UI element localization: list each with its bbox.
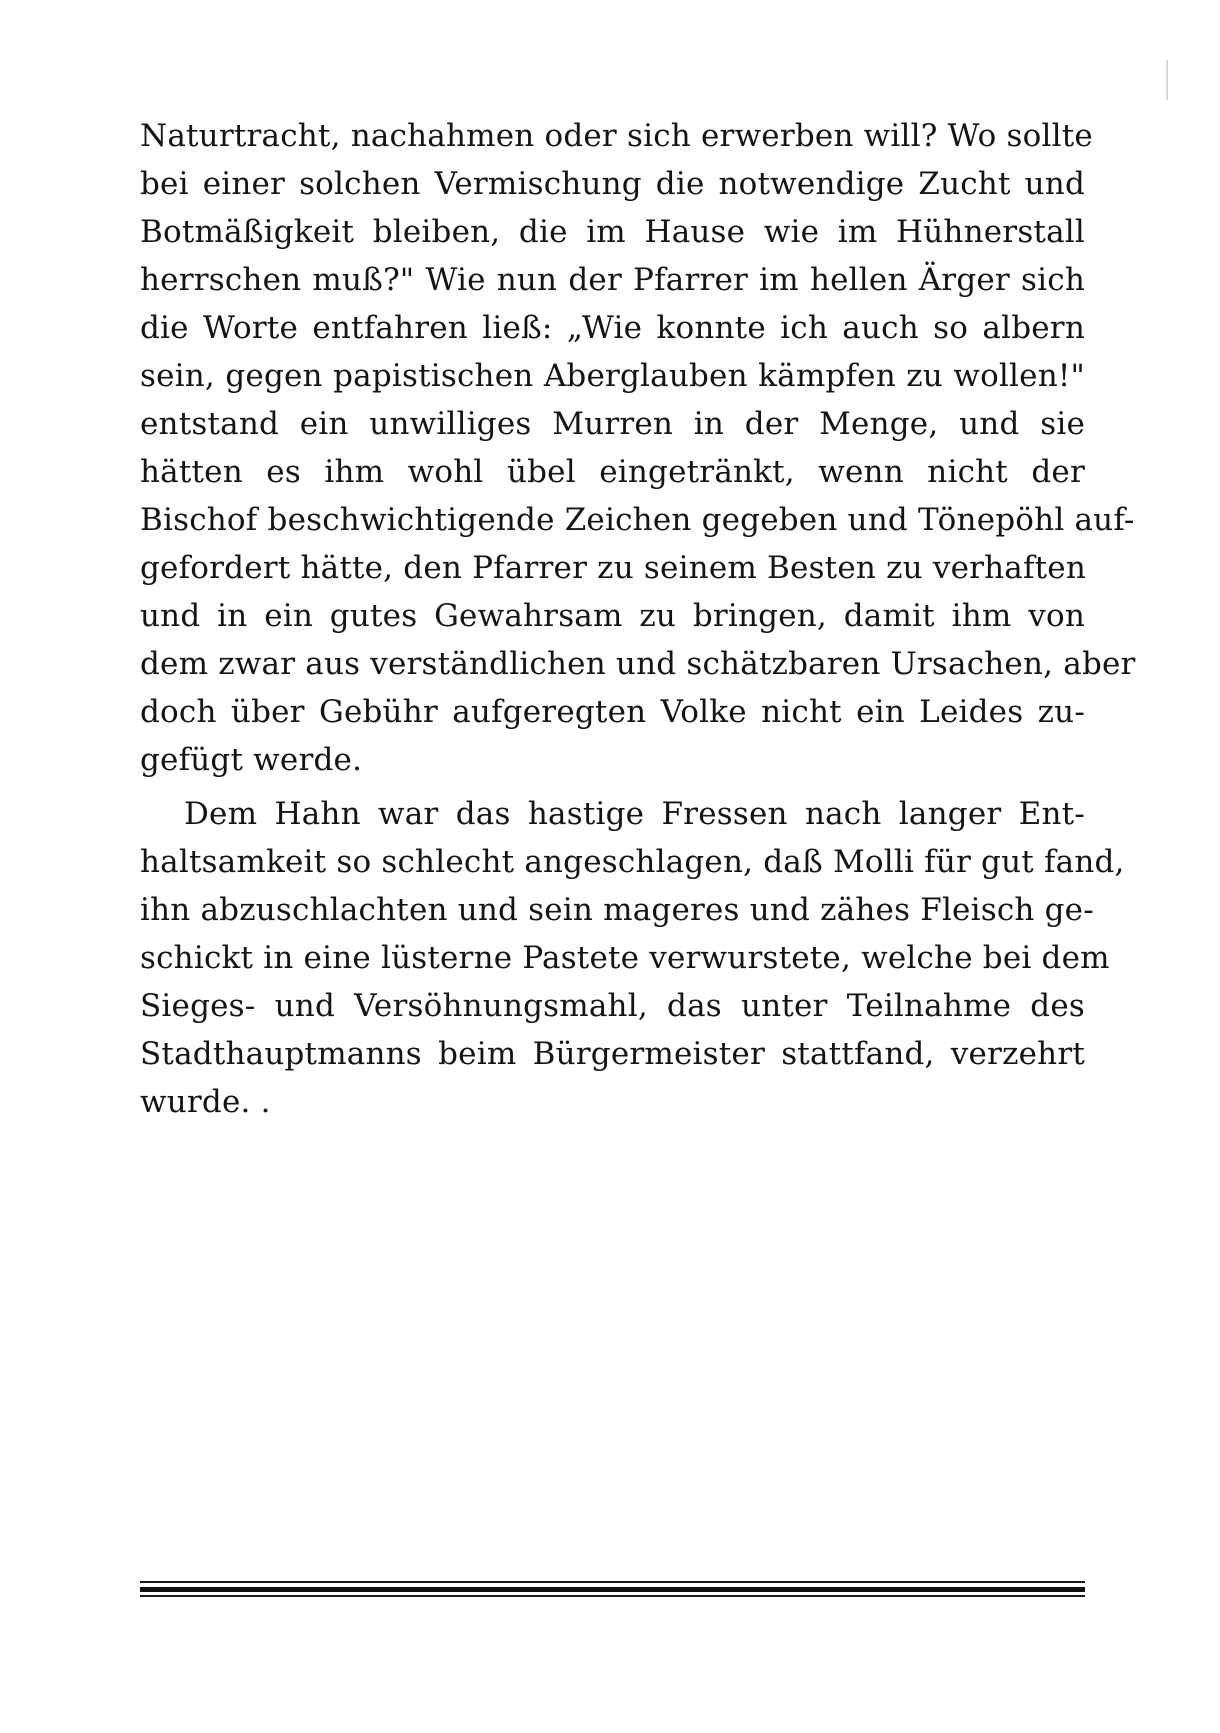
text-line: gefordert hätte, den Pfarrer zu seinem Besten zu verhaften [140, 550, 1087, 586]
body-text [140, 112, 1136, 1126]
text-line: gefügt werde. [140, 742, 363, 778]
text-line: sein, gegen papistischen Aberglauben kämpfen zu wollen!" [140, 358, 1085, 394]
text-line: die Worte entfahren ließ: „Wie konnte ich auch so albern [140, 310, 1085, 346]
text-line: Sieges- und Versöhnungsmahl, das unter Teilnahme des [140, 988, 1085, 1024]
text-line: doch über Gebühr aufgeregten Volke nicht ein Leides zu- [140, 694, 1085, 730]
paragraph-2 [140, 790, 1125, 1126]
text-line: Botmäßigkeit bleiben, die im Hause wie im Hühnerstall [140, 214, 1085, 250]
text-line: bei einer solchen Vermischung die notwendige Zucht und [140, 166, 1085, 202]
end-rule [140, 1581, 1085, 1597]
page-edge-mark [1166, 60, 1168, 100]
text-line: haltsamkeit so schlecht angeschlagen, daß Molli für gut fand, [140, 844, 1125, 880]
text-line: Stadthauptmanns beim Bürgermeister stattfand, verzehrt [140, 1036, 1085, 1072]
divider [140, 1587, 1085, 1592]
text-line: wurde. . [140, 1084, 271, 1120]
text-line: entstand ein unwilliges Murren in der Menge, und sie [140, 406, 1085, 442]
text-line: Bischof beschwichtigende Zeichen gegeben und Tönepöhl auf- [140, 502, 1135, 538]
text-line: Dem Hahn war das hastige Fressen nach langer Ent- [184, 796, 1085, 832]
text-line: dem zwar aus verständlichen und schätzbaren Ursachen, aber [140, 646, 1136, 682]
divider [140, 1595, 1085, 1597]
text-line: und in ein gutes Gewahrsam zu bringen, damit ihm von [140, 598, 1085, 634]
text-line: hätten es ihm wohl übel eingetränkt, wenn nicht der [140, 454, 1085, 490]
text-line: herrschen muß?" Wie nun der Pfarrer im hellen Ärger sich [140, 262, 1085, 298]
text-line: ihn abzuschlachten und sein mageres und zähes Fleisch ge- [140, 892, 1094, 928]
paragraph-1 [140, 112, 1136, 784]
divider [140, 1581, 1085, 1583]
text-line: schickt in eine lüsterne Pastete verwurstete, welche bei dem [140, 940, 1110, 976]
text-line: Naturtracht, nachahmen oder sich erwerben will? Wo sollte [140, 118, 1093, 154]
